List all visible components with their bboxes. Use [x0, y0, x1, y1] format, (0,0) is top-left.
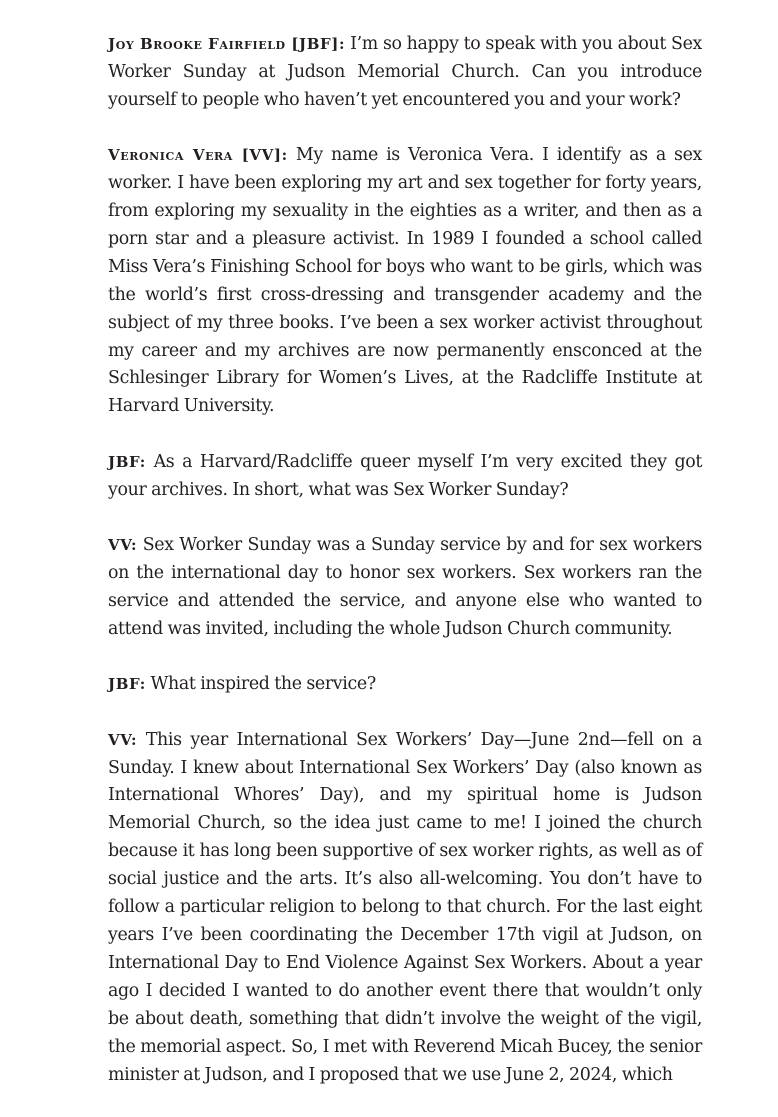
- interview-paragraph: [108, 671, 702, 699]
- paragraph-text: This year International Sex Workers’ Day—June 2nd—fell on a Sunday. I knew about International Sex Workers’ Day (also known as International Whores’ Day), and my spiritual home is Judson Memorial Church, so the idea just came to me! I joined the church because it has long been supportive of sex worker rights, as well as of social justice and the arts. It’s also all-welcoming. You don’t have to follow a particular religion to belong to that church. For the last eight years I’ve been coordinating the December 17th vigil at Judson, on International Day to End Violence Against Sex Workers. About a year ago I decided I wanted to do another event there that wouldn’t only be about death, something that didn’t involve the weight of the vigil, the memorial aspect. So, I met with Reverend Micah Bucey, the senior minister at Judson, and I proposed that we use June 2, 2024, which: [108, 729, 702, 1085]
- paragraph-text: Sex Worker Sunday was a Sunday service by and for sex workers on the international day to honor sex workers. Sex workers ran the service and attended the service, and anyone else who wanted to attend was invited, including the whole Judson Church community.: [108, 535, 702, 639]
- document-page: [108, 31, 702, 1117]
- interview-paragraph: [108, 449, 702, 505]
- speaker-label: VV:: [108, 730, 138, 749]
- speaker-label: Joy Brooke Fairfield [JBF]:: [108, 35, 346, 53]
- paragraph-text: My name is Veronica Vera. I identify as a sex worker. I have been exploring my art and sex together for forty years, from exploring my sexuality in the eighties as a writer, and then as a porn star and a pleasure activist. In 1989 I founded a school called Miss Vera’s Finishing School for boys who want to be girls, which was the world’s first cross-dressing and transgender academy and the subject of my three books. I’ve been a sex worker activist throughout my career and my archives are now permanently ensconced at the Schlesinger Library for Women’s Lives, at the Radcliffe Institute at Harvard University.: [108, 145, 702, 417]
- paragraph-text: As a Harvard/Radcliffe queer myself I’m very excited they got your archives. In short, what was Sex Worker Sunday?: [108, 451, 703, 500]
- interview-paragraph: [108, 532, 702, 644]
- interview-paragraph: [108, 142, 702, 421]
- interview-paragraph: [108, 31, 702, 115]
- speaker-label: VV:: [108, 536, 138, 555]
- speaker-label: Veronica Vera [VV]:: [108, 146, 288, 165]
- paragraph-text: I’m so happy to speak with you about Sex Worker Sunday at Judson Memorial Church. Can you introduce yourself to people who haven’t yet encountered you and your work?: [108, 34, 702, 110]
- speaker-label: JBF:: [108, 452, 146, 471]
- interview-paragraph: [108, 727, 702, 1090]
- paragraph-text: What inspired the service?: [150, 674, 376, 695]
- speaker-label: JBF:: [108, 675, 146, 694]
